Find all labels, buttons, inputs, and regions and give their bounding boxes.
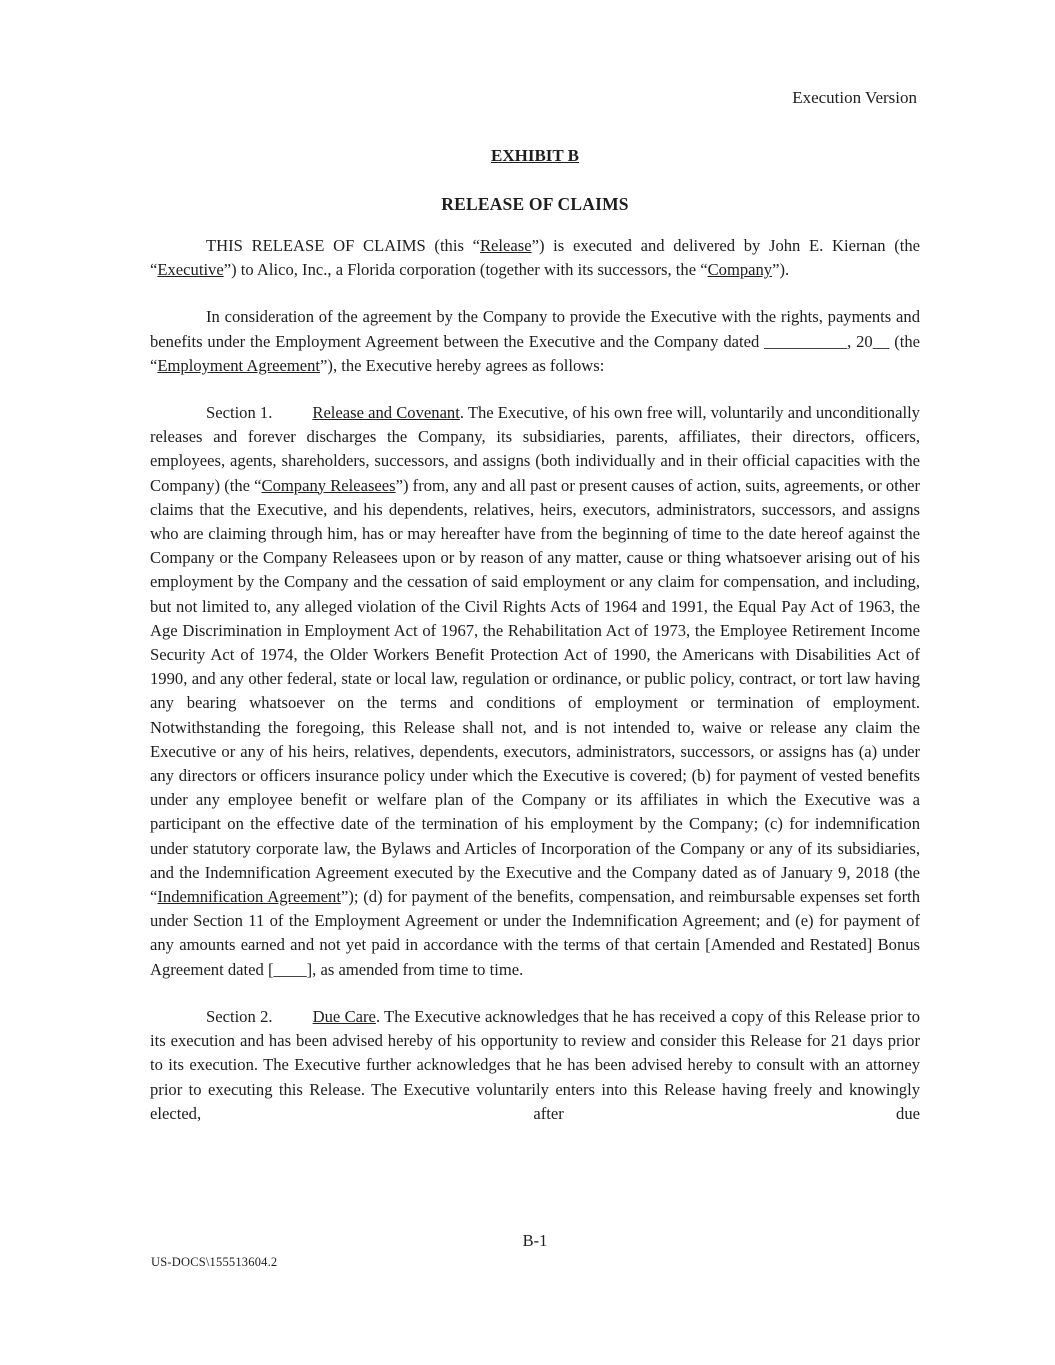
paragraph-section-2 — [150, 1005, 920, 1126]
underlined-term: Release — [479, 236, 532, 255]
underlined-term: Company — [707, 260, 773, 280]
footer-page-number: B-1 — [522, 1231, 548, 1250]
text-segment: ”), the Executive hereby agrees as follows: — [320, 355, 605, 375]
text-segment: ”) from, any and all past or present causes of action, suits, agreements, or other claims that the Executive, and his dependents, relatives, heirs, executors, administrators, successors, and assigns who are claiming through him, has or may hereafter have from the beginning of time to the date hereof against the Company or the Company Releasees upon or by reason of any matter, cause or thing whatsoever arising out of his employment by the Company and the cessation of said employment or any claim for compensation, and including, but not limited to, any alleged violation of the Civil Rights Acts of 1964 and 1991, the Equal Pay Act of 1963, the Age Discrimination in Employment Act of 1967, the Rehabilitation Act of 1973, the Employee Retirement Income Security Act of 1974, the Older Workers Benefit Protection Act of 1990, the Americans with Disabilities Act of 1990, and any other federal, state or local law, regulation or ordinance, or public policy, contract, or tort law having any bearing whatsoever on the terms and conditions of employment or termination of employment. Notwithstanding the foregoing, this Release shall not, and is not intended to, waive or release any claim the Executive or any of his heirs, relatives, dependents, executors, administrators, successors, or assigns has (a) under any directors or officers insurance policy under which the Executive is covered; (b) for payment of vested benefits under any employee benefit or welfare plan of the Company or its affiliates in which the Executive was a participant on the effective date of the termination of his employment by the Company; (c) for indemnification under statutory corporate law, the Bylaws and Articles of Incorporation of the Company or any of its subsidiaries, and the Indemnification Agreement executed by the Executive and the Company dated as of January 9, 2018 (the “ — [150, 475, 920, 907]
underlined-term: Employment Agreement — [157, 355, 321, 375]
document-title: RELEASE OF CLAIMS — [441, 194, 629, 214]
text-segment: . The Executive acknowledges that he has received a copy of this Release prior to its execution and has been advised hereby of his opportunity to review and consider this Release for 21 days prior to its execution. The Executive further acknowledges that he has been advised hereby to consult with an attorney prior to executing this Release. The Executive voluntarily enters into this Release having freely and knowingly elected, after due — [150, 1006, 920, 1123]
paragraph-consideration — [150, 305, 920, 378]
text-segment: Section 1. — [206, 403, 273, 423]
footer-doc-id: US-DOCS\155513604.2 — [151, 1255, 278, 1269]
text-segment: In consideration of the agreement by the Company to provide the Executive with the rights, payments and benefits under the Employment Agreement between the Executive and the Company dated __________, 20__ (the “ — [150, 307, 920, 375]
execution-version-label: Execution Version — [792, 88, 917, 107]
text-segment: ”). — [772, 260, 790, 280]
text-segment: ”) to Alico, Inc., a Florida corporation (together with its successors, the “ — [223, 260, 708, 280]
text-segment: . The Executive, of his own free will, voluntarily and unconditionally releases and forever discharges the Company, its subsidiaries, parents, affiliates, their directors, officers, employees, agents, shareholders, successors, and assigns (both individually and in their official capacities with the Company) (the “ — [150, 403, 920, 495]
underlined-term: Release and Covenant — [312, 403, 460, 423]
underlined-term: Indemnification Agreement — [157, 887, 341, 907]
paragraph-intro — [150, 234, 920, 282]
header — [0, 0, 1055, 108]
underlined-term: Company Releasees — [261, 475, 396, 495]
exhibit-title: EXHIBIT B — [490, 146, 580, 165]
text-segment: ”) is executed and delivered by John E. Kiernan (the “ — [150, 236, 920, 280]
paragraph-section-1 — [150, 401, 920, 982]
text-segment: Section 2. — [206, 1006, 273, 1026]
text-segment: THIS RELEASE OF CLAIMS (this “ — [206, 236, 480, 255]
document-body — [0, 146, 1055, 1126]
underlined-term: Due Care — [312, 1006, 376, 1026]
text-segment: ”); (d) for payment of the benefits, compensation, and reimbursable expenses set forth under Section 11 of the Employment Agreement or under the Indemnification Agreement; and (e) for payment of any amounts earned and not yet paid in accordance with the terms of that certain [Amended and Restated] Bonus Agreement dated [____], as amended from time to time. — [150, 887, 921, 979]
underlined-term: Executive — [157, 260, 224, 280]
